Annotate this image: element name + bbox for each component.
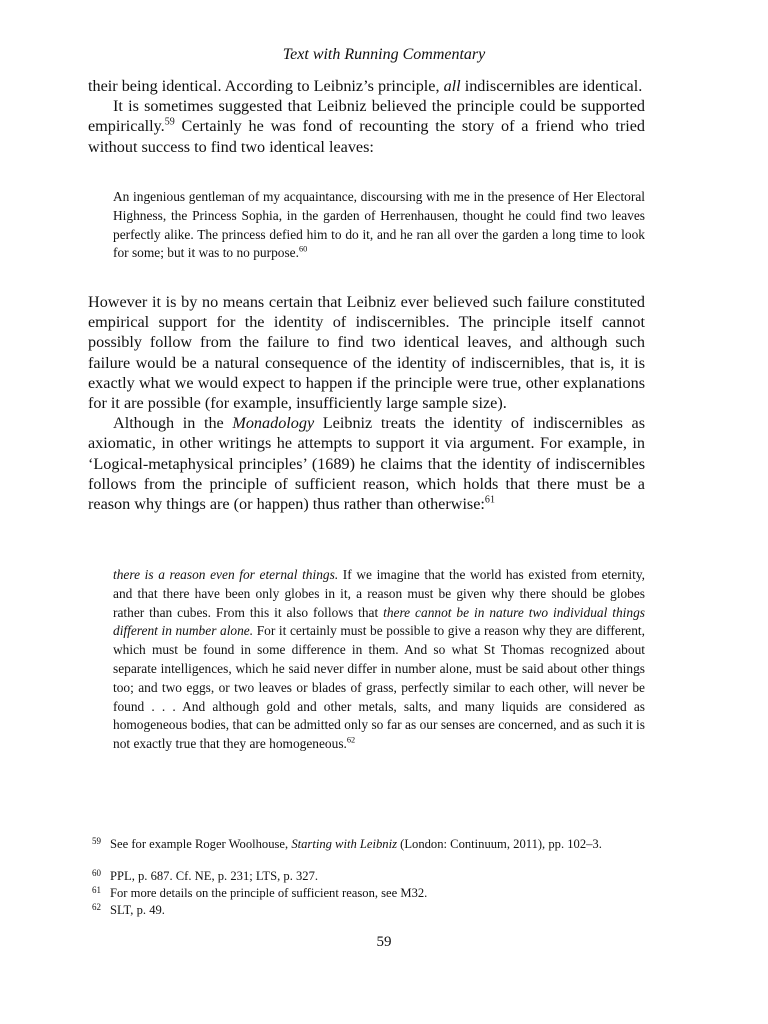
text-run: (London: Continuum, 2011), pp. 102–3.	[397, 837, 602, 851]
footnote	[92, 902, 645, 918]
emphasis: all	[443, 77, 461, 95]
footnote-text: For more details on the principle of sufficient reason, see M32.	[110, 886, 428, 900]
emphasis: Monadology	[232, 414, 315, 433]
block-quote-2	[113, 566, 645, 754]
paragraph-continuation	[88, 76, 645, 96]
page-number: 59	[376, 934, 392, 950]
footnote-number: 61	[92, 885, 101, 895]
emphasis: Starting with Leibniz	[291, 837, 397, 851]
text-run: Leibniz treats the identity of indiscernibles as axiomatic, in other writings he attempts to support it via argument. For example, in ‘Logical-metaphysical principles’ (1689) he claims that the identity of indiscernibles follows from the principle of sufficient reason, which holds that there must be a reason why things are (or happen) thus rather than otherwise:	[88, 414, 645, 514]
block-quote-1	[113, 188, 645, 263]
body-block-1	[88, 76, 645, 157]
text-run: For it certainly must be possible to give a reason why they are different, which must be found in some difference in them. And so what St Thomas recognized about separate intelligences, which he said never differ in number alone, must be said about other things too; and two eggs, or two leaves or blades of grass, perfectly similar to each other, will never be found . . . And although gold and other metals, salts, and many liquids are considered as homogeneous bodies, that can be admitted only so far as our senses are concerned, and as such it is not exactly true that they are homogeneous.	[113, 623, 645, 752]
text-run: If we imagine that the world has existed from eternity, and that there have been only globes in it, a reason must be given why there should be globes rather than cubes. From this it also follows that	[113, 567, 645, 620]
text-run: It is sometimes suggested that Leibniz believed the principle could be supported empirically.	[88, 97, 645, 136]
running-head: Text with Running Commentary	[282, 46, 486, 63]
paragraph	[88, 96, 645, 157]
text-run: their being identical. According to Leibniz’s principle,	[88, 77, 444, 95]
footnote	[92, 836, 645, 852]
footnote-number: 62	[92, 902, 101, 912]
text-run: indiscernibles are identical.	[460, 77, 643, 95]
footnote-ref: 61	[484, 494, 495, 506]
footnote-ref: 59	[164, 117, 175, 129]
footnote-ref: 60	[298, 244, 308, 254]
footnote-number: 59	[92, 836, 101, 846]
text-run: An ingenious gentleman of my acquaintance, discoursing with me in the presence of Her Electoral Highness, the Princess Sophia, in the garden of Herrenhausen, thought he could find two leaves perfectly alike. The princess defied him to do it, and he ran all over the garden a long time to look for some; but it was to no purpose.	[113, 189, 645, 261]
text-run: Certainly he was fond of recounting the story of a friend who tried without success to find two identical leaves:	[88, 117, 645, 156]
footnote-text: PPL, p. 687. Cf. NE, p. 231; LTS, p. 327.	[110, 869, 319, 883]
paragraph	[88, 413, 645, 514]
body-block-2	[88, 292, 645, 514]
quote-text	[113, 566, 645, 754]
footnote-number: 60	[92, 868, 101, 878]
footnote-ref: 62	[346, 735, 356, 745]
footnote	[92, 885, 645, 901]
footnote-text	[110, 836, 645, 852]
footnote	[92, 868, 645, 884]
footnote-text: SLT, p. 49.	[110, 903, 165, 917]
text-run: Although in the	[113, 414, 233, 433]
quote-text	[113, 188, 645, 263]
emphasis: there cannot be in nature two individual things different in number alone.	[113, 604, 645, 639]
emphasis: there is a reason even for eternal things.	[113, 567, 339, 582]
text-run: See for example Roger Woolhouse,	[110, 837, 292, 851]
paragraph: However it is by no means certain that Leibniz ever believed such failure constituted empirical support for the identity of indiscernibles. The principle itself cannot possibly follow from the failure to find two identical leaves, and although such failure would be a natural consequence of the identity of indiscernibles, that is, it is exactly what we would expect to happen if the principle were true, other explanations for it are possible (for example, insufficiently large sample size).	[88, 293, 645, 413]
